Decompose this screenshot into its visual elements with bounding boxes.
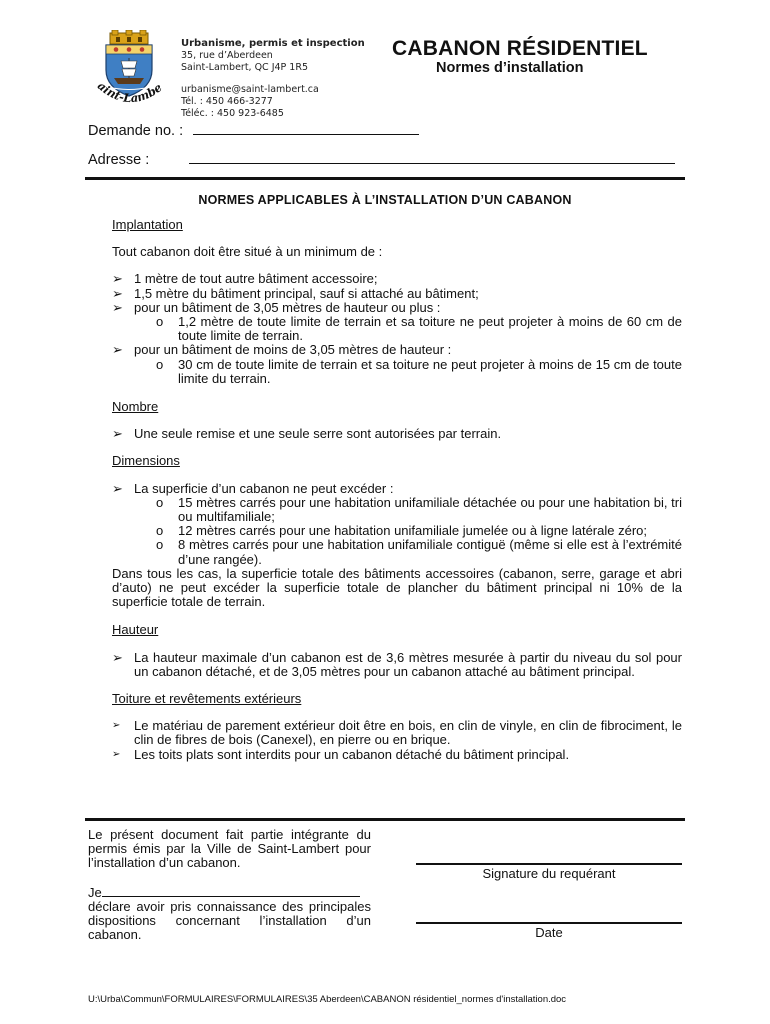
sub-list-item: o 8 mètres carrés pour une habitation unifamiliale contiguë (même si elle est à l’extrémité d’une rangée). xyxy=(156,537,682,567)
heading-dimensions: Dimensions xyxy=(112,453,180,469)
department-name: Urbanisme, permis et inspection xyxy=(181,38,365,49)
request-number-input-line[interactable] xyxy=(193,120,419,135)
list-item: ➢ Le matériau de parement extérieur doit être en bois, en clin de vinyle, en clin de fibrociment, le clin de fibres de bois (Canexel), en pierre ou en brique. xyxy=(112,718,682,748)
arrow-bullet-icon: ➢ xyxy=(112,426,123,442)
circle-bullet-icon: o xyxy=(156,523,164,539)
date-label: Date xyxy=(535,925,563,940)
request-number-field xyxy=(88,120,419,139)
circle-bullet-icon: o xyxy=(156,537,164,553)
implantation-intro: Tout cabanon doit être situé à un minimum de : xyxy=(112,244,383,260)
rules-content xyxy=(112,218,682,762)
address-line-1: 35, rue d’Aberdeen xyxy=(181,50,273,61)
arrow-bullet-icon: ➢ xyxy=(112,649,123,665)
declaration-text: déclare avoir pris connaissance des principales dispositions concernant l’installation d’un cabanon. xyxy=(88,898,371,943)
email: urbanisme@saint-lambert.ca xyxy=(181,84,319,95)
sub-list-item: o 30 cm de toute limite de terrain et sa toiture ne peut projeter à moins de 15 cm de toute limite du terrain. xyxy=(156,356,682,386)
arrow-bullet-icon: ➢ xyxy=(112,748,121,760)
address-input-line[interactable] xyxy=(189,149,675,164)
heading-implantation: Implantation xyxy=(112,217,183,232)
date-line[interactable] xyxy=(416,922,682,924)
document-subtitle: Normes d’installation xyxy=(436,60,584,76)
list-item: ➢ 1 mètre de tout autre bâtiment accessoire; xyxy=(112,271,378,287)
list-item: ➢ La hauteur maximale d’un cabanon est de 3,6 mètres mesurée à partir du niveau du sol pour un cabanon détaché, et de 3,05 mètres pour un cabanon attaché au bâtiment principal. xyxy=(112,649,682,679)
address-line-2: Saint-Lambert, QC J4P 1R5 xyxy=(181,62,308,73)
footer-statement: Le présent document fait partie intégrante du permis émis par la Ville de Saint-Lambert pour l’installation d’un cabanon. xyxy=(88,827,371,871)
city-crest-logo xyxy=(94,30,170,108)
signature-line[interactable] xyxy=(416,863,682,865)
list-item: ➢ La superficie d’un cabanon ne peut excéder : xyxy=(112,480,394,496)
list-item: ➢ Les toits plats sont interdits pour un cabanon détaché du bâtiment principal. xyxy=(112,746,570,762)
list-item: ➢ pour un bâtiment de 3,05 mètres de hauteur ou plus : xyxy=(112,299,441,315)
list-item: ➢ Une seule remise et une seule serre sont autorisées par terrain. xyxy=(112,426,502,442)
address-label: Adresse : xyxy=(88,152,150,168)
footer-statement-block xyxy=(88,828,371,942)
arrow-bullet-icon: ➢ xyxy=(112,285,123,301)
contact-block xyxy=(181,38,365,120)
declaration-name-line xyxy=(88,885,371,900)
fax: Téléc. : 450 923-6485 xyxy=(181,108,284,119)
signature-label: Signature du requérant xyxy=(482,866,616,881)
heading-hauteur: Hauteur xyxy=(112,622,159,638)
name-input-line[interactable] xyxy=(102,885,360,897)
sub-list-item: o 1,2 mètre de toute limite de terrain et sa toiture ne peut projeter à moins de 60 cm de toute limite de terrain. xyxy=(156,314,682,344)
sub-list-item: o 12 mètres carrés pour une habitation unifamiliale jumelée ou à ligne latérale zéro; xyxy=(156,523,647,539)
address-field xyxy=(88,149,675,168)
file-path: U:\Urba\Commun\FORMULAIRES\FORMULAIRES\35 Aberdeen\CABANON résidentiel_normes d'installation.doc xyxy=(88,994,567,1005)
arrow-bullet-icon: ➢ xyxy=(112,720,121,732)
circle-bullet-icon: o xyxy=(156,356,164,372)
dimensions-paragraph: Dans tous les cas, la superficie totale des bâtiments accessoires (cabanon, serre, garage et abri d’auto) ne peut excéder la superficie totale de plancher du bâtiment principal ni 10% de la superficie totale de terrain. xyxy=(112,565,682,610)
list-item: ➢ 1,5 mètre du bâtiment principal, sauf si attaché au bâtiment; xyxy=(112,285,479,301)
arrow-bullet-icon: ➢ xyxy=(112,342,123,358)
heading-nombre: Nombre xyxy=(112,399,159,415)
header-divider xyxy=(85,177,685,180)
arrow-bullet-icon: ➢ xyxy=(112,271,123,287)
request-number-label: Demande no. : xyxy=(88,123,184,139)
document-title: CABANON RÉSIDENTIEL xyxy=(392,37,648,60)
svg-text:Saint-Lambert: aint-Lambe xyxy=(94,78,165,106)
je-label: Je xyxy=(88,884,102,900)
arrow-bullet-icon: ➢ xyxy=(112,299,123,315)
circle-bullet-icon: o xyxy=(156,314,164,330)
heading-toiture: Toiture et revêtements extérieurs xyxy=(112,691,302,707)
sub-list-item: o 15 mètres carrés pour une habitation unifamiliale détachée ou pour une habitation bi, tri ou multifamiliale; xyxy=(156,494,682,525)
list-item: ➢ pour un bâtiment de moins de 3,05 mètres de hauteur : xyxy=(112,342,452,358)
footer-divider xyxy=(85,818,685,821)
arrow-bullet-icon: ➢ xyxy=(112,480,123,496)
phone: Tél. : 450 466-3277 xyxy=(181,96,273,107)
circle-bullet-icon: o xyxy=(156,494,164,510)
section-title: NORMES APPLICABLES À L’INSTALLATION D’UN CABANON xyxy=(198,193,572,207)
